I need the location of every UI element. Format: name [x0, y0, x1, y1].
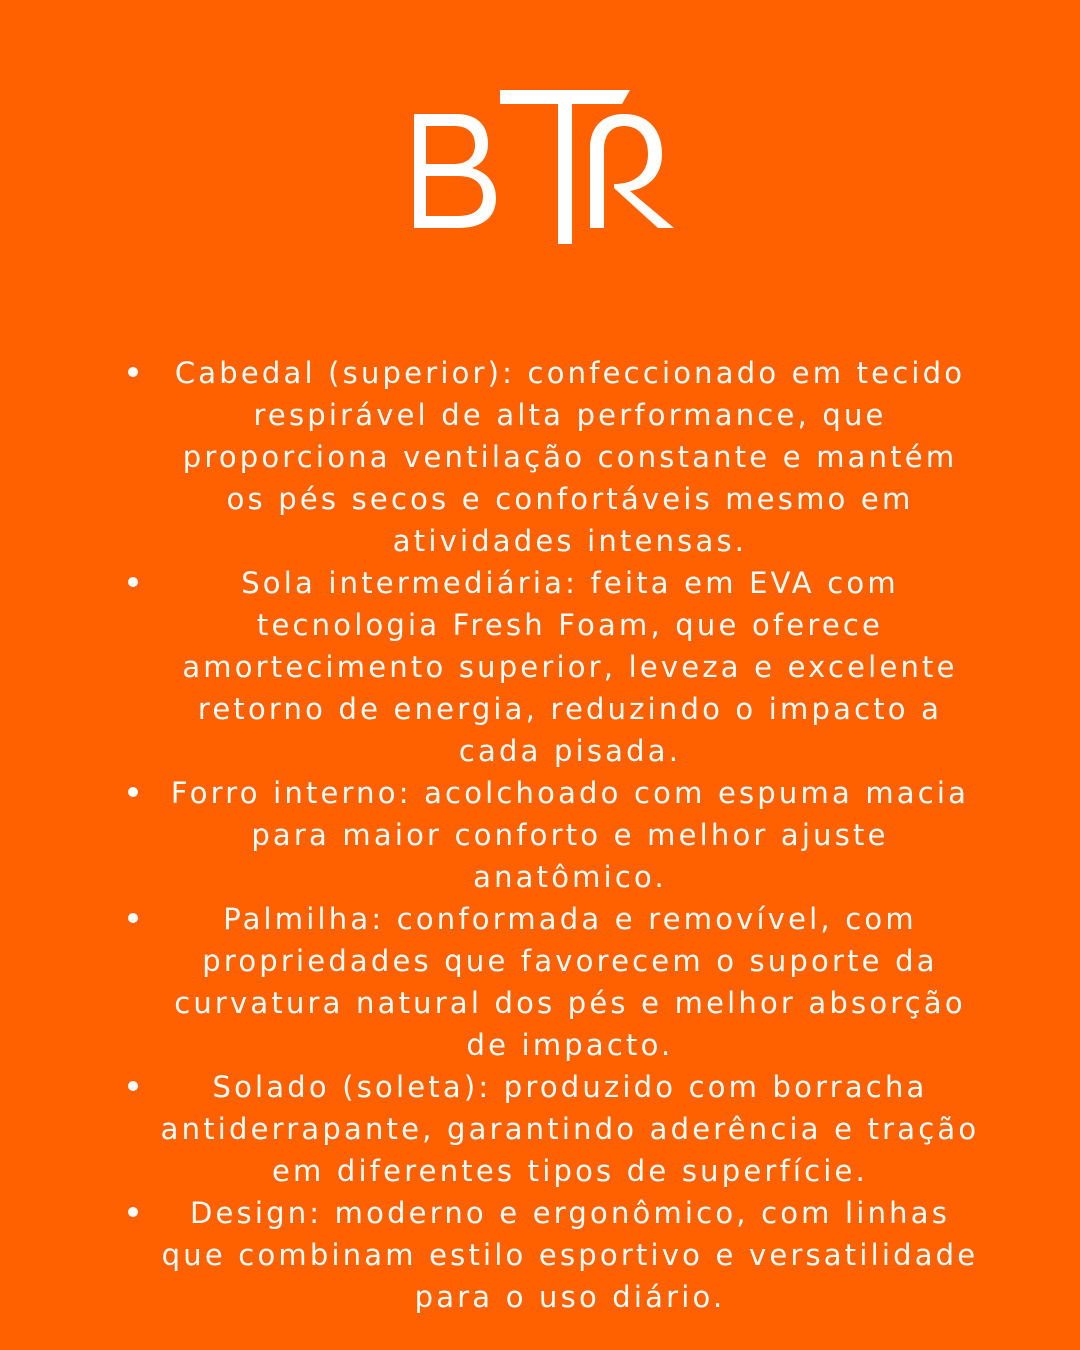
feature-item-palmilha — [120, 898, 980, 1066]
btr-logo — [408, 84, 678, 244]
bullet-icon — [128, 367, 138, 377]
feature-text: Sola intermediária: feita em EVA com tecnologia Fresh Foam, que oferece amortecimento superior, leveza e excelente retorno de energia, reduzindo o impacto a cada pisada. — [182, 566, 958, 768]
feature-text: Design: moderno e ergonômico, com linhas que combinam estilo esportivo e versatilidade para o uso diário. — [161, 1196, 979, 1314]
bullet-icon — [128, 913, 138, 923]
feature-text: Forro interno: acolchoado com espuma macia para maior conforto e melhor ajuste anatômico. — [170, 776, 970, 894]
bullet-icon — [128, 1207, 138, 1217]
feature-item-solado — [120, 1066, 980, 1192]
bullet-icon — [128, 787, 138, 797]
bullet-icon — [128, 1081, 138, 1091]
feature-text: Cabedal (superior): confeccionado em tecido respirável de alta performance, que proporciona ventilação constante e mantém os pés secos e confortáveis mesmo em atividades intensas. — [174, 356, 966, 558]
feature-item-forro-interno — [120, 772, 980, 898]
feature-item-design — [120, 1192, 980, 1318]
feature-item-sola-intermediaria — [120, 562, 980, 772]
btr-logo-icon — [408, 84, 678, 244]
feature-list — [120, 352, 980, 1318]
feature-text: Palmilha: conformada e removível, com propriedades que favorecem o suporte da curvatura natural dos pés e melhor absorção de impacto. — [174, 902, 966, 1062]
feature-item-cabedal — [120, 352, 980, 562]
bullet-icon — [128, 577, 138, 587]
feature-text: Solado (soleta): produzido com borracha antiderrapante, garantindo aderência e tração em diferentes tipos de superfície. — [160, 1070, 980, 1188]
